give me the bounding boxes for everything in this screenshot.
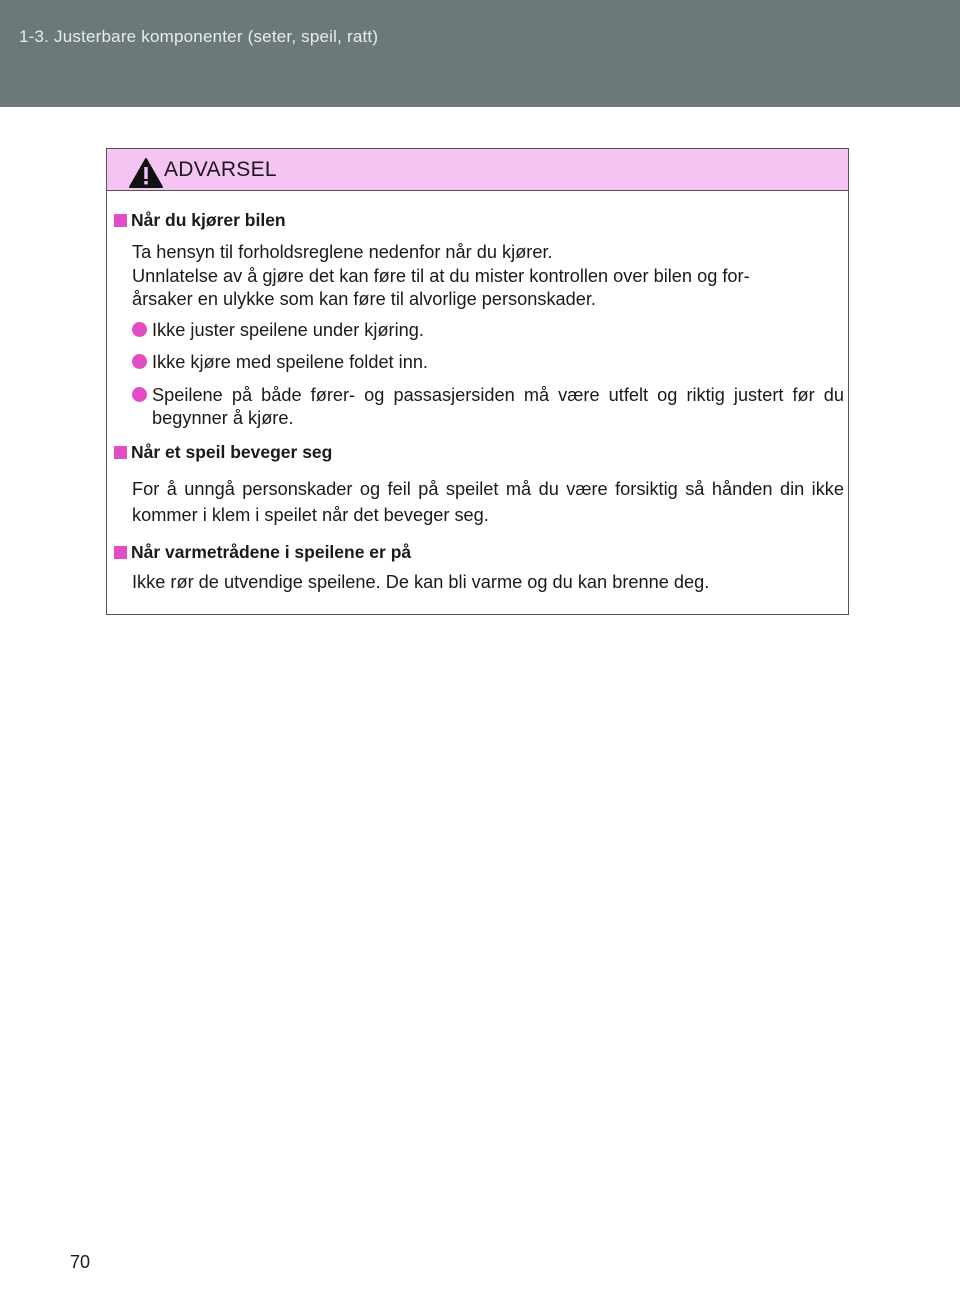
bullet-dot-icon: [132, 354, 147, 369]
intro-line: årsaker en ulykke som kan føre til alvorlige personskader.: [132, 289, 596, 309]
intro-line: Ta hensyn til forholdsreglene nedenfor når du kjører.: [132, 242, 553, 262]
list-item-text: Speilene på både fører- og passasjersiden må være utfelt og riktig justert før du begynner å kjøre.: [152, 385, 844, 428]
bullet-dot-icon: [132, 322, 147, 337]
section-heading-text: Når du kjører bilen: [131, 210, 286, 230]
section-text: Ikke rør de utvendige speilene. De kan bli varme og du kan brenne deg.: [132, 572, 710, 592]
page-number: 70: [70, 1252, 91, 1272]
chapter-header-bar: [0, 0, 960, 107]
warning-triangle-icon: [128, 157, 164, 189]
square-bullet-icon: [114, 214, 127, 227]
square-bullet-icon: [114, 546, 127, 559]
list-item: [132, 351, 844, 374]
section-heading: [114, 441, 332, 464]
list-item: [132, 319, 844, 342]
square-bullet-icon: [114, 446, 127, 459]
list-item-text: Ikke kjøre med speilene foldet inn.: [152, 352, 428, 372]
section-heading: [114, 209, 286, 232]
warning-box: [106, 148, 849, 615]
section-heading-text: Når et speil beveger seg: [131, 442, 333, 462]
list-item: [132, 384, 844, 430]
chapter-title: 1-3. Justerbare komponenter (seter, speil, ratt): [19, 27, 379, 46]
warning-title: ADVARSEL: [164, 158, 277, 181]
section-heading: [114, 541, 411, 564]
list-item-text: Ikke juster speilene under kjøring.: [152, 320, 424, 340]
section-text: For å unngå personskader og feil på speilet må du være forsiktig så hånden din ikke kommer i klem i speilet når det beveger seg.: [132, 479, 844, 525]
bullet-dot-icon: [132, 387, 147, 402]
intro-line: Unnlatelse av å gjøre det kan føre til at du mister kontrollen over bilen og for-: [132, 266, 750, 286]
warning-header: [107, 149, 848, 191]
section-heading-text: Når varmetrådene i speilene er på: [131, 542, 412, 562]
